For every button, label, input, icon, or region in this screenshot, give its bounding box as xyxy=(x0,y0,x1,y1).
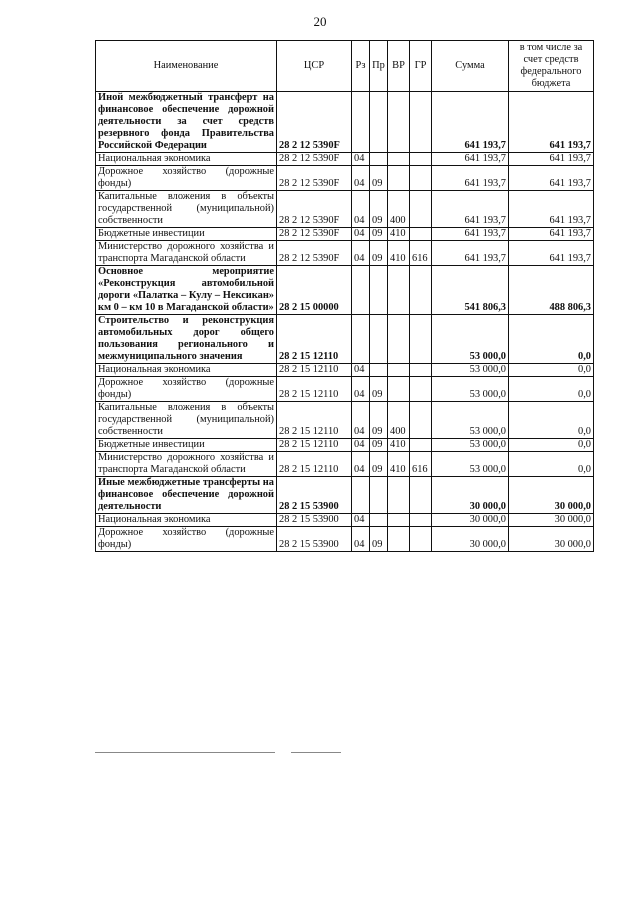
cell-sum: 641 193,7 xyxy=(432,241,509,266)
cell-federal: 641 193,7 xyxy=(509,92,594,153)
cell-csr: 28 2 15 12110 xyxy=(277,452,352,477)
cell-pr: 09 xyxy=(370,402,388,439)
cell-sum: 641 193,7 xyxy=(432,92,509,153)
cell-pr xyxy=(370,92,388,153)
table-row xyxy=(96,266,594,315)
cell-rz: 04 xyxy=(352,439,370,452)
cell-pr xyxy=(370,514,388,527)
cell-gr: 616 xyxy=(410,241,432,266)
cell-rz: 04 xyxy=(352,452,370,477)
table-row xyxy=(96,402,594,439)
cell-csr: 28 2 15 53900 xyxy=(277,527,352,552)
table-row xyxy=(96,241,594,266)
footnote-line-left xyxy=(95,752,275,753)
cell-gr xyxy=(410,166,432,191)
cell-pr xyxy=(370,266,388,315)
cell-federal: 641 193,7 xyxy=(509,228,594,241)
cell-vr: 410 xyxy=(388,439,410,452)
cell-csr: 28 2 15 00000 xyxy=(277,266,352,315)
header-federal: в том числе за счет средств федерального бюджета xyxy=(509,41,594,92)
table-row xyxy=(96,527,594,552)
table-row xyxy=(96,477,594,514)
cell-sum: 53 000,0 xyxy=(432,439,509,452)
cell-vr: 410 xyxy=(388,452,410,477)
cell-name: Бюджетные инвестиции xyxy=(96,228,277,241)
cell-rz xyxy=(352,477,370,514)
cell-vr xyxy=(388,153,410,166)
cell-vr xyxy=(388,315,410,364)
table-row xyxy=(96,364,594,377)
cell-gr xyxy=(410,364,432,377)
cell-federal: 30 000,0 xyxy=(509,514,594,527)
cell-vr xyxy=(388,527,410,552)
cell-sum: 30 000,0 xyxy=(432,514,509,527)
cell-vr: 400 xyxy=(388,402,410,439)
cell-vr xyxy=(388,266,410,315)
header-csr: ЦСР xyxy=(277,41,352,92)
budget-table xyxy=(95,40,594,552)
cell-federal: 0,0 xyxy=(509,402,594,439)
cell-csr: 28 2 15 53900 xyxy=(277,514,352,527)
cell-name: Национальная экономика xyxy=(96,364,277,377)
table-row xyxy=(96,439,594,452)
cell-federal: 0,0 xyxy=(509,439,594,452)
cell-gr xyxy=(410,439,432,452)
cell-federal: 641 193,7 xyxy=(509,241,594,266)
cell-sum: 53 000,0 xyxy=(432,315,509,364)
cell-gr xyxy=(410,402,432,439)
cell-federal: 488 806,3 xyxy=(509,266,594,315)
cell-csr: 28 2 12 5390F xyxy=(277,228,352,241)
cell-vr: 410 xyxy=(388,241,410,266)
cell-name: Дорожное хозяйство (дорожные фонды) xyxy=(96,377,277,402)
table-row xyxy=(96,315,594,364)
table-row xyxy=(96,191,594,228)
cell-csr: 28 2 12 5390F xyxy=(277,241,352,266)
cell-gr xyxy=(410,191,432,228)
cell-sum: 641 193,7 xyxy=(432,166,509,191)
cell-pr: 09 xyxy=(370,439,388,452)
cell-pr xyxy=(370,477,388,514)
cell-vr xyxy=(388,514,410,527)
cell-name: Основное мероприятие «Реконструкция автомобильной дороги «Палатка – Кулу – Нексикан» км 0 – км 10 в Магаданской области» xyxy=(96,266,277,315)
cell-rz: 04 xyxy=(352,364,370,377)
cell-rz: 04 xyxy=(352,228,370,241)
header-row xyxy=(96,41,594,92)
header-gr: ГР xyxy=(410,41,432,92)
cell-pr: 09 xyxy=(370,166,388,191)
table-row xyxy=(96,228,594,241)
cell-csr: 28 2 12 5390F xyxy=(277,92,352,153)
header-pr: Пр xyxy=(370,41,388,92)
cell-rz: 04 xyxy=(352,166,370,191)
cell-name: Капитальные вложения в объекты государственной (муниципальной) собственности xyxy=(96,402,277,439)
cell-gr xyxy=(410,228,432,241)
cell-vr: 410 xyxy=(388,228,410,241)
cell-gr xyxy=(410,153,432,166)
cell-name: Бюджетные инвестиции xyxy=(96,439,277,452)
cell-rz xyxy=(352,92,370,153)
header-vr: ВР xyxy=(388,41,410,92)
cell-gr xyxy=(410,514,432,527)
cell-csr: 28 2 15 12110 xyxy=(277,402,352,439)
cell-rz: 04 xyxy=(352,527,370,552)
cell-name: Министерство дорожного хозяйства и транспорта Магаданской области xyxy=(96,241,277,266)
header-rz: Рз xyxy=(352,41,370,92)
cell-vr xyxy=(388,166,410,191)
cell-federal: 0,0 xyxy=(509,315,594,364)
cell-name: Национальная экономика xyxy=(96,153,277,166)
cell-sum: 53 000,0 xyxy=(432,364,509,377)
cell-csr: 28 2 15 12110 xyxy=(277,315,352,364)
cell-gr xyxy=(410,477,432,514)
cell-sum: 541 806,3 xyxy=(432,266,509,315)
cell-rz: 04 xyxy=(352,402,370,439)
cell-csr: 28 2 15 53900 xyxy=(277,477,352,514)
cell-csr: 28 2 12 5390F xyxy=(277,166,352,191)
table-row xyxy=(96,514,594,527)
cell-csr: 28 2 12 5390F xyxy=(277,191,352,228)
cell-name: Капитальные вложения в объекты государственной (муниципальной) собственности xyxy=(96,191,277,228)
cell-gr xyxy=(410,92,432,153)
cell-federal: 0,0 xyxy=(509,452,594,477)
table-row xyxy=(96,452,594,477)
cell-federal: 0,0 xyxy=(509,364,594,377)
cell-gr: 616 xyxy=(410,452,432,477)
cell-pr: 09 xyxy=(370,191,388,228)
footnote-line-right xyxy=(291,752,341,753)
header-name: Наименование xyxy=(96,41,277,92)
cell-gr xyxy=(410,527,432,552)
cell-name: Национальная экономика xyxy=(96,514,277,527)
cell-vr xyxy=(388,377,410,402)
cell-federal: 30 000,0 xyxy=(509,527,594,552)
cell-pr xyxy=(370,364,388,377)
cell-pr: 09 xyxy=(370,241,388,266)
cell-csr: 28 2 15 12110 xyxy=(277,377,352,402)
cell-rz: 04 xyxy=(352,153,370,166)
cell-vr xyxy=(388,364,410,377)
cell-federal: 30 000,0 xyxy=(509,477,594,514)
cell-sum: 30 000,0 xyxy=(432,477,509,514)
header-sum: Сумма xyxy=(432,41,509,92)
cell-pr: 09 xyxy=(370,228,388,241)
cell-name: Иные межбюджетные трансферты на финансовое обеспечение дорожной деятельности xyxy=(96,477,277,514)
cell-pr xyxy=(370,315,388,364)
cell-rz: 04 xyxy=(352,377,370,402)
cell-federal: 0,0 xyxy=(509,377,594,402)
cell-rz: 04 xyxy=(352,191,370,228)
cell-sum: 53 000,0 xyxy=(432,452,509,477)
cell-sum: 30 000,0 xyxy=(432,527,509,552)
cell-rz: 04 xyxy=(352,241,370,266)
table-row xyxy=(96,377,594,402)
cell-gr xyxy=(410,315,432,364)
cell-name: Дорожное хозяйство (дорожные фонды) xyxy=(96,166,277,191)
cell-name: Иной межбюджетный трансферт на финансовое обеспечение дорожной деятельности за счет средств резервного фонда Правительства Российской Федерации xyxy=(96,92,277,153)
table-row xyxy=(96,166,594,191)
cell-rz xyxy=(352,266,370,315)
cell-gr xyxy=(410,266,432,315)
cell-vr: 400 xyxy=(388,191,410,228)
cell-csr: 28 2 12 5390F xyxy=(277,153,352,166)
cell-name: Строительство и реконструкция автомобильных дорог общего пользования регионального и межмуниципального значения xyxy=(96,315,277,364)
cell-rz: 04 xyxy=(352,514,370,527)
page-number: 20 xyxy=(313,14,327,29)
table-body xyxy=(96,92,594,552)
cell-federal: 641 193,7 xyxy=(509,153,594,166)
cell-csr: 28 2 15 12110 xyxy=(277,364,352,377)
cell-sum: 641 193,7 xyxy=(432,228,509,241)
cell-sum: 641 193,7 xyxy=(432,153,509,166)
cell-sum: 53 000,0 xyxy=(432,377,509,402)
cell-name: Дорожное хозяйство (дорожные фонды) xyxy=(96,527,277,552)
cell-pr: 09 xyxy=(370,527,388,552)
cell-vr xyxy=(388,92,410,153)
cell-pr xyxy=(370,153,388,166)
table-row xyxy=(96,153,594,166)
cell-pr: 09 xyxy=(370,452,388,477)
cell-vr xyxy=(388,477,410,514)
table-header xyxy=(96,41,594,92)
table-row xyxy=(96,92,594,153)
cell-federal: 641 193,7 xyxy=(509,166,594,191)
cell-sum: 641 193,7 xyxy=(432,191,509,228)
cell-rz xyxy=(352,315,370,364)
cell-gr xyxy=(410,377,432,402)
cell-federal: 641 193,7 xyxy=(509,191,594,228)
cell-pr: 09 xyxy=(370,377,388,402)
cell-name: Министерство дорожного хозяйства и транспорта Магаданской области xyxy=(96,452,277,477)
cell-sum: 53 000,0 xyxy=(432,402,509,439)
cell-csr: 28 2 15 12110 xyxy=(277,439,352,452)
